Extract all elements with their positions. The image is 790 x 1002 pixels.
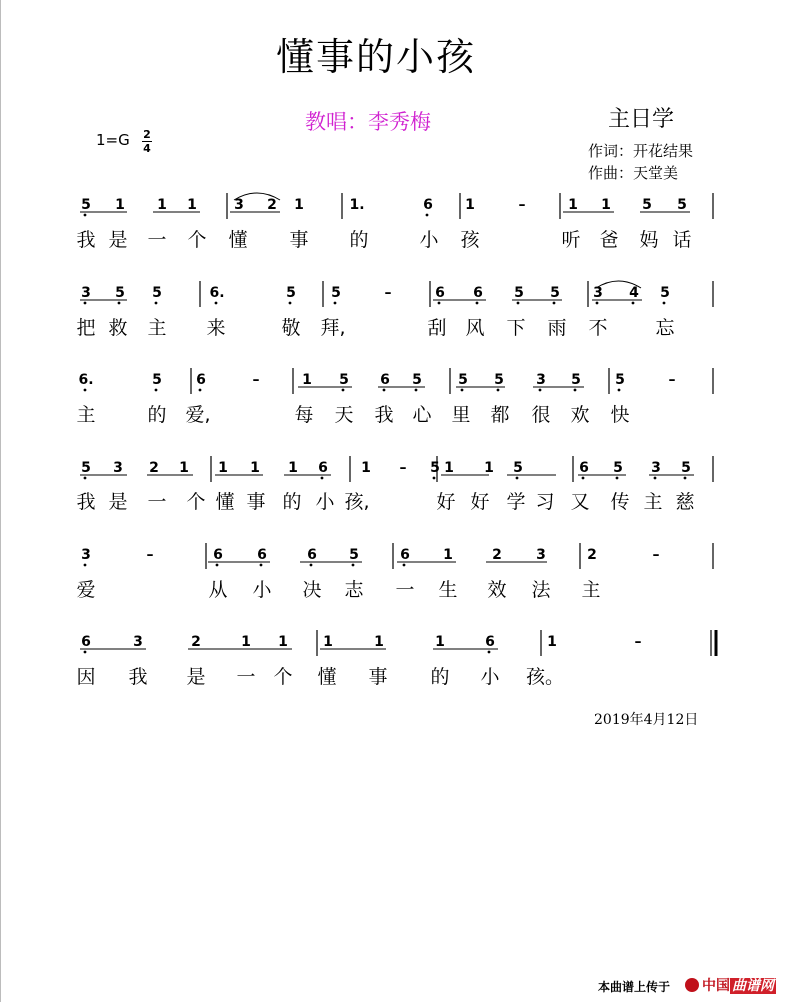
lyric: 因 <box>76 666 96 688</box>
lyric: 传 <box>610 491 630 513</box>
time-signature-bottom: 4 <box>143 142 151 155</box>
lyric: 里 <box>451 404 471 426</box>
note: 1 <box>568 197 578 213</box>
note: 1 <box>241 634 251 650</box>
system-3 <box>76 368 713 426</box>
lyric: 把 <box>76 317 96 339</box>
song-subtitle: 主日学 <box>608 107 675 132</box>
octave-dot <box>433 477 436 480</box>
note: 1 <box>179 460 189 476</box>
note: 6 <box>473 285 483 301</box>
octave-dot <box>488 651 491 654</box>
lyric: 救 <box>108 317 128 339</box>
octave-dot <box>403 564 406 567</box>
octave-dot <box>596 302 599 305</box>
lyric: 雨 <box>547 317 567 339</box>
lyric: 事 <box>246 491 266 513</box>
lyric: 懂 <box>317 666 337 688</box>
note: 2 <box>492 547 502 563</box>
note: 6 <box>423 197 433 213</box>
note: 5 <box>513 460 523 476</box>
lyricist-credit: 作词：开花结果 <box>588 142 694 160</box>
octave-dot <box>216 564 219 567</box>
lyric: 风 <box>465 317 485 339</box>
lyric: 欢 <box>570 404 590 426</box>
octave-dot <box>334 302 337 305</box>
lyric: 懂 <box>228 229 248 251</box>
octave-dot <box>684 477 687 480</box>
lyric: 又 <box>570 491 590 513</box>
note: 5 <box>571 372 581 388</box>
note: 2 <box>587 547 597 563</box>
note: 5 <box>494 372 504 388</box>
note: 3 <box>536 372 546 388</box>
octave-dot <box>84 389 87 392</box>
note: 5 <box>660 285 670 301</box>
note: 1 <box>187 197 197 213</box>
lyric: 下 <box>506 317 526 339</box>
note: 5 <box>677 197 687 213</box>
lyric: 一 <box>147 229 167 251</box>
note: 3 <box>113 460 123 476</box>
lyric: 我 <box>76 491 96 513</box>
note: 5 <box>615 372 625 388</box>
octave-dot <box>310 564 313 567</box>
system-2 <box>76 281 713 339</box>
note: 1 <box>323 634 333 650</box>
note: 5 <box>514 285 524 301</box>
octave-dot <box>426 214 429 217</box>
octave-dot <box>84 564 87 567</box>
octave-dot <box>84 477 87 480</box>
lyric: 快 <box>610 404 630 426</box>
note: 5 <box>152 285 162 301</box>
lyric: 慈 <box>675 491 695 513</box>
octave-dot <box>155 302 158 305</box>
note: 5 <box>339 372 349 388</box>
system-1 <box>76 193 713 251</box>
lyric: 懂 <box>215 491 235 513</box>
lyric: 志 <box>344 579 364 601</box>
note: 6 <box>196 372 206 388</box>
lyric: 孩。 <box>525 666 565 688</box>
lyric: 孩 <box>460 229 480 251</box>
octave-dot <box>632 302 635 305</box>
note: – <box>146 547 154 563</box>
logo-highlight: 曲谱网 <box>732 978 774 994</box>
octave-dot <box>539 389 542 392</box>
lyric: 小 <box>419 229 439 251</box>
footer-note: 本曲谱上传于 <box>598 980 671 994</box>
note: 2 <box>191 634 201 650</box>
lyric: 事 <box>368 666 388 688</box>
note: 5 <box>331 285 341 301</box>
note: 1 <box>278 634 288 650</box>
note: 2 <box>149 460 159 476</box>
lyric: 生 <box>438 579 458 601</box>
lyric: 天 <box>334 404 354 426</box>
key-signature: 1=G <box>96 131 130 149</box>
octave-dot <box>352 564 355 567</box>
note: 3 <box>234 197 244 213</box>
octave-dot <box>517 302 520 305</box>
note: 3 <box>651 460 661 476</box>
lyric: 主 <box>76 404 96 426</box>
note: 5 <box>349 547 359 563</box>
lyric: 是 <box>186 666 206 688</box>
lyric: 法 <box>531 579 551 601</box>
octave-dot <box>461 389 464 392</box>
lyric: 习 <box>535 491 555 513</box>
lyric: 话 <box>672 229 692 251</box>
octave-dot <box>663 302 666 305</box>
lyric: 我 <box>76 229 96 251</box>
system-4 <box>76 456 713 513</box>
lyric: 小 <box>315 491 335 513</box>
note: 5 <box>430 460 440 476</box>
octave-dot <box>342 389 345 392</box>
lyric: 个 <box>186 491 206 513</box>
note: – <box>634 634 642 650</box>
lyric: 敬 <box>281 317 301 339</box>
note: 1 <box>484 460 494 476</box>
lyric: 都 <box>490 404 510 426</box>
lyric: 我 <box>128 666 148 688</box>
octave-dot <box>289 302 292 305</box>
lyric: 学 <box>506 491 526 513</box>
octave-dot <box>616 477 619 480</box>
note: 5 <box>458 372 468 388</box>
lyric: 孩, <box>344 491 370 513</box>
note: – <box>384 285 392 301</box>
lyric: 个 <box>187 229 207 251</box>
lyric: 爸 <box>599 229 619 251</box>
composer-credit: 作曲：天堂美 <box>588 164 679 182</box>
note: 6 <box>213 547 223 563</box>
note: 6. <box>78 372 94 388</box>
lyric: 个 <box>273 666 293 688</box>
lyric: 主 <box>581 579 601 601</box>
octave-dot <box>199 389 202 392</box>
note: 6 <box>579 460 589 476</box>
note: 1 <box>115 197 125 213</box>
lyric: 的 <box>349 229 369 251</box>
note: 6 <box>485 634 495 650</box>
octave-dot <box>84 214 87 217</box>
note: – <box>518 197 526 213</box>
note: 3 <box>81 285 91 301</box>
octave-dot <box>618 389 621 392</box>
note: 1 <box>288 460 298 476</box>
note: – <box>252 372 260 388</box>
octave-dot <box>553 302 556 305</box>
note: 5 <box>681 460 691 476</box>
note: 3 <box>133 634 143 650</box>
note: 1 <box>218 460 228 476</box>
note: 1 <box>443 547 453 563</box>
note: 1 <box>547 634 557 650</box>
note: 5 <box>286 285 296 301</box>
lyric: 的 <box>430 666 450 688</box>
octave-dot <box>497 389 500 392</box>
octave-dot <box>260 564 263 567</box>
octave-dot <box>84 651 87 654</box>
lyric: 决 <box>302 579 322 601</box>
song-title: 懂事的小孩 <box>276 35 477 79</box>
note: 3 <box>593 285 603 301</box>
lyric: 的 <box>282 491 302 513</box>
lyric: 很 <box>531 404 551 426</box>
lyric: 爱, <box>185 404 211 426</box>
note: 1 <box>601 197 611 213</box>
note: 6 <box>400 547 410 563</box>
note: 6 <box>435 285 445 301</box>
note: 5 <box>81 197 91 213</box>
note: 1 <box>435 634 445 650</box>
octave-dot <box>438 302 441 305</box>
note: 1 <box>157 197 167 213</box>
lyric: 爱 <box>76 579 96 601</box>
octave-dot <box>516 477 519 480</box>
lyric: 效 <box>487 579 507 601</box>
octave-dot <box>415 389 418 392</box>
note: 6. <box>209 285 225 301</box>
octave-dot <box>654 477 657 480</box>
lyric: 听 <box>561 229 581 251</box>
site-logo <box>685 975 776 995</box>
lyric: 妈 <box>639 229 659 251</box>
note: 1 <box>302 372 312 388</box>
lyric: 是 <box>108 229 128 251</box>
note: 6 <box>257 547 267 563</box>
note: 5 <box>412 372 422 388</box>
note: 6 <box>318 460 328 476</box>
logo-icon <box>685 978 699 992</box>
note: 2 <box>267 197 277 213</box>
lyric: 忘 <box>655 317 675 339</box>
lyric: 是 <box>108 491 128 513</box>
note: 1 <box>465 197 475 213</box>
singer-credit: 教唱：李秀梅 <box>305 110 431 134</box>
lyric: 的 <box>147 404 167 426</box>
note: 6 <box>307 547 317 563</box>
lyric: 我 <box>374 404 394 426</box>
note: 5 <box>115 285 125 301</box>
note: – <box>652 547 660 563</box>
note: 5 <box>550 285 560 301</box>
lyric: 来 <box>206 317 226 339</box>
lyric: 一 <box>236 666 256 688</box>
note: 1 <box>374 634 384 650</box>
lyric: 主 <box>147 317 167 339</box>
octave-dot <box>321 477 324 480</box>
lyric: 好 <box>436 491 456 513</box>
lyric: 一 <box>395 579 415 601</box>
note: – <box>399 460 407 476</box>
lyric: 拜, <box>320 317 346 339</box>
octave-dot <box>155 389 158 392</box>
lyric: 好 <box>470 491 490 513</box>
lyric: 每 <box>294 404 314 426</box>
note: 1 <box>444 460 454 476</box>
note: 4 <box>629 285 639 301</box>
note: 3 <box>536 547 546 563</box>
note: 1 <box>294 197 304 213</box>
octave-dot <box>84 302 87 305</box>
note: 5 <box>152 372 162 388</box>
date: 2019年4月12日 <box>594 712 699 728</box>
note: 6 <box>81 634 91 650</box>
octave-dot <box>118 302 121 305</box>
lyric: 小 <box>480 666 500 688</box>
note: 5 <box>613 460 623 476</box>
note: 6 <box>380 372 390 388</box>
note: – <box>668 372 676 388</box>
lyric: 从 <box>208 579 228 601</box>
note: 1. <box>349 197 365 213</box>
octave-dot <box>383 389 386 392</box>
octave-dot <box>574 389 577 392</box>
octave-dot <box>215 302 218 305</box>
lyric: 一 <box>147 491 167 513</box>
note: 1 <box>250 460 260 476</box>
system-6 <box>76 630 716 688</box>
note: 3 <box>81 547 91 563</box>
octave-dot <box>582 477 585 480</box>
note: 5 <box>642 197 652 213</box>
system-5 <box>76 543 713 601</box>
time-signature-top: 2 <box>143 128 151 141</box>
lyric: 刮 <box>427 317 447 339</box>
lyric: 心 <box>412 404 432 426</box>
lyric: 事 <box>289 229 309 251</box>
octave-dot <box>476 302 479 305</box>
lyric: 主 <box>643 491 663 513</box>
note: 1 <box>361 460 371 476</box>
logo-text: 中国 <box>702 978 730 994</box>
lyric: 小 <box>252 579 272 601</box>
lyric: 不 <box>588 317 608 339</box>
note: 5 <box>81 460 91 476</box>
